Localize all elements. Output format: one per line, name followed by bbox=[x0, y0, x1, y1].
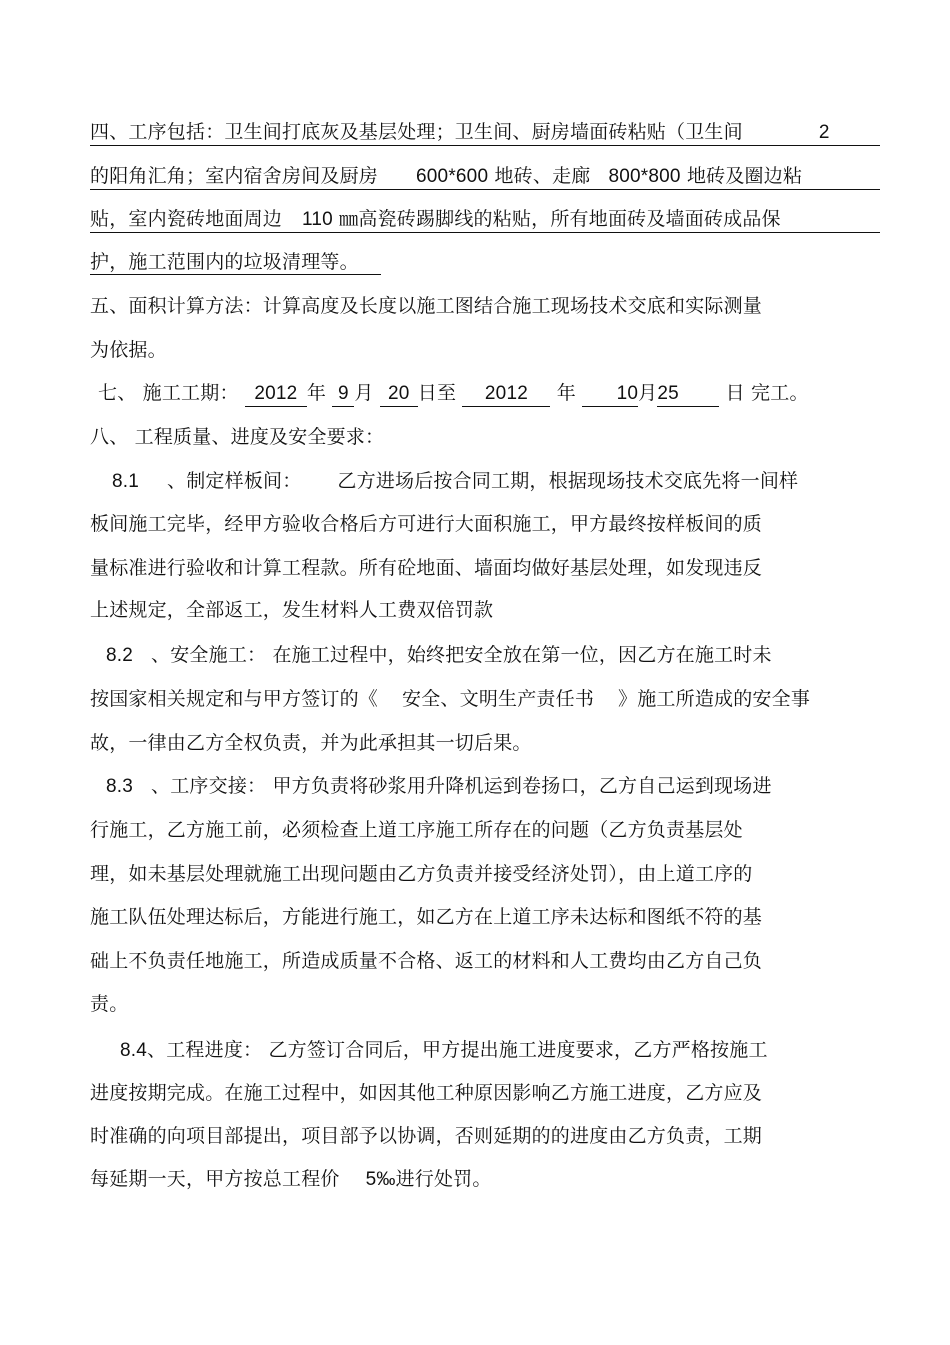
clause-8-3-line5: 础上不负责任地施工，所造成质量不合格、返工的材料和人工费均由乙方自己负 bbox=[90, 950, 763, 972]
clause-8-4-line1 bbox=[120, 1038, 768, 1063]
clause-text: 每延期一天，甲方按总工程价 bbox=[90, 1168, 340, 1190]
clause-8-3-line6: 责。 bbox=[90, 993, 129, 1015]
clause-number: 8.4 bbox=[120, 1040, 148, 1061]
section4-text: ㎜高瓷砖踢脚线的粘贴，所有地面砖及墙面砖成品保 bbox=[339, 208, 781, 230]
section7-schedule bbox=[98, 381, 809, 407]
end-year: 2012 bbox=[462, 382, 550, 407]
section4-line1 bbox=[90, 120, 880, 146]
section5-line1: 五、面积计算方法：计算高度及长度以施工图结合施工现场技术交底和实际测量 bbox=[90, 295, 763, 317]
clause-text: 进行处罚。 bbox=[395, 1168, 492, 1190]
clause-number: 8.1 bbox=[112, 471, 140, 492]
clause-text: 、工序交接： 甲方负责将砂浆用升降机运到卷扬口，乙方自己运到现场进 bbox=[151, 775, 772, 797]
clause-number: 8.3 bbox=[106, 776, 134, 797]
clause-8-3-line2: 行施工，乙方施工前，必须检查上道工序施工所存在的问题（乙方负责基层处 bbox=[90, 819, 743, 841]
year-label: 年 bbox=[306, 382, 327, 404]
section4-line2 bbox=[90, 164, 880, 190]
responsibility-document-title: 安全、文明生产责任书 bbox=[402, 688, 595, 710]
section4-text: 地砖、走廊 bbox=[494, 165, 591, 187]
tile-size-800: 800*800 bbox=[608, 166, 681, 187]
baseboard-height: 110 bbox=[302, 209, 333, 230]
month-label: 月 bbox=[354, 382, 374, 404]
section4-text: 四、工序包括：卫生间打底灰及基层处理；卫生间、厨房墙面砖粘贴（卫生间 bbox=[90, 121, 743, 143]
clause-title: 、制定样板间： bbox=[167, 470, 302, 492]
clause-8-1-line4: 上述规定，全部返工，发生材料人工费双倍罚款 bbox=[90, 599, 494, 621]
clause-8-1-line1 bbox=[112, 469, 798, 494]
section4-text: 护，施工范围内的垃圾清理等。 bbox=[90, 250, 381, 275]
year-label: 年 bbox=[556, 382, 576, 404]
to-label: 日至 bbox=[417, 382, 457, 404]
clause-text: 乙方进场后按合同工期，根据现场技术交底先将一间样 bbox=[337, 470, 799, 492]
clause-text: 按国家相关规定和与甲方签订的《 bbox=[90, 688, 379, 710]
section4-text: 的阳角汇角；室内宿舍房间及厨房 bbox=[90, 165, 379, 187]
clause-8-2-line3: 故，一律由乙方全权负责，并为此承担其一切后果。 bbox=[90, 732, 532, 754]
clause-text: 、工程进度： 乙方签订合同后，甲方提出施工进度要求，乙方严格按施工 bbox=[147, 1039, 768, 1061]
section4-number: 2 bbox=[818, 122, 830, 143]
clause-text: 、安全施工： 在施工过程中，始终把安全放在第一位，因乙方在施工时未 bbox=[151, 644, 772, 666]
start-year: 2012 bbox=[245, 382, 307, 407]
schedule-label: 七、 施工工期： bbox=[98, 382, 239, 404]
clause-8-4-line2: 进度按期完成。在施工过程中，如因其他工种原因影响乙方施工进度，乙方应及 bbox=[90, 1082, 763, 1104]
clause-number: 8.2 bbox=[106, 645, 134, 666]
end-day: 25 bbox=[657, 382, 719, 407]
clause-8-2-line2 bbox=[90, 687, 810, 711]
start-day: 20 bbox=[380, 382, 418, 407]
clause-text: 》施工所造成的安全事 bbox=[618, 688, 811, 710]
section4-text: 地砖及圈边粘 bbox=[686, 165, 803, 187]
completion-label: 日 完工。 bbox=[725, 382, 809, 404]
section4-line3 bbox=[90, 207, 880, 233]
clause-8-3-line4: 施工队伍处理达标后，方能进行施工，如乙方在上道工序未达标和图纸不符的基 bbox=[90, 906, 763, 928]
clause-8-3-line3: 理，如未基层处理就施工出现问题由乙方负责并接受经济处罚），由上道工序的 bbox=[90, 863, 753, 885]
start-month: 9 bbox=[332, 382, 354, 407]
section5-line2: 为依据。 bbox=[90, 339, 167, 361]
clause-8-2-line1 bbox=[106, 643, 772, 668]
section8-title: 八、 工程质量、进度及安全要求： bbox=[90, 426, 385, 448]
section4-line4 bbox=[90, 250, 381, 275]
clause-8-1-line3: 量标准进行验收和计算工程款。所有砼地面、墙面均做好基层处理，如发现违反 bbox=[90, 557, 763, 579]
end-month: 10 bbox=[582, 382, 638, 407]
clause-8-4-line3: 时准确的向项目部提出，项目部予以协调，否则延期的的进度由乙方负责，工期 bbox=[90, 1125, 763, 1147]
clause-8-3-line1 bbox=[106, 774, 772, 799]
clause-8-4-line4 bbox=[90, 1167, 492, 1192]
tile-size-600: 600*600 bbox=[416, 166, 489, 187]
penalty-rate: 5‰ bbox=[365, 1169, 396, 1190]
clause-8-1-line2: 板间施工完毕，经甲方验收合格后方可进行大面积施工，甲方最终按样板间的质 bbox=[90, 513, 763, 535]
section4-text: 贴，室内瓷砖地面周边 bbox=[90, 208, 283, 230]
month-label: 月 bbox=[638, 382, 658, 404]
